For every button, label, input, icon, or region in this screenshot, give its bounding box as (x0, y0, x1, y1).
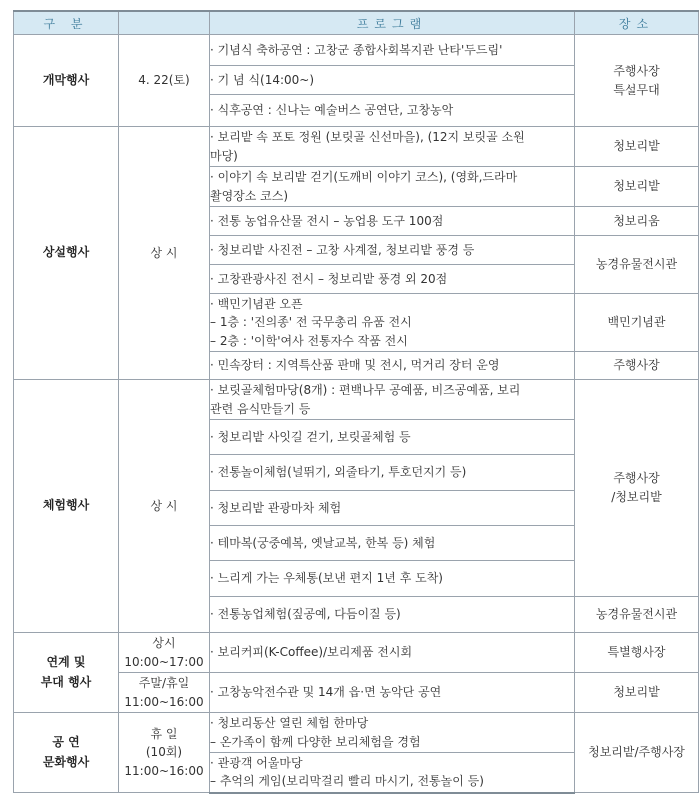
table-row (14, 713, 699, 753)
header-category-span (119, 11, 210, 35)
header-program: 프로그램 (210, 11, 575, 35)
when-cell: 상 시 (119, 380, 210, 633)
category-cell: 개막행사 (14, 35, 119, 127)
program-line: · 테마복(궁중예복, 옛날교복, 한복 등) 체험 (210, 535, 436, 550)
program-cell (210, 127, 575, 167)
place-cell: 청보리밭/주행사장 (575, 713, 699, 793)
program-line: · 관광객 어울마당 (210, 755, 303, 770)
place-line: /청보리밭 (611, 490, 662, 504)
program-cell (210, 753, 575, 793)
when-line: (10회) (145, 745, 183, 760)
program-line: · 전통농업체험(짚공예, 다듬이질 등) (210, 607, 401, 622)
program-cell (210, 236, 575, 265)
header-place: 장소 (575, 11, 699, 35)
program-cell (210, 380, 575, 420)
program-line: · 민속장터 : 지역특산품 판매 및 전시, 먹거리 장터 운영 (210, 358, 500, 373)
place-cell: 주행사장 (575, 352, 699, 380)
category-line: 문화행사 (42, 754, 90, 769)
program-cell (210, 207, 575, 236)
category-line: 부대 행사 (40, 674, 92, 689)
program-cell (210, 352, 575, 380)
category-line: 연계 및 (46, 655, 86, 670)
place-line: 주행사장 (613, 63, 660, 78)
place-cell: 백민기념관 (575, 294, 699, 352)
program-line: · 식후공연 : 신나는 예술버스 공연단, 고창농악 (210, 103, 454, 118)
table-row (14, 35, 699, 66)
program-line: · 느리게 가는 우체통(보낸 편지 1년 후 도착) (210, 571, 443, 586)
program-line: 마당) (210, 148, 238, 163)
place-cell: 청보리밭 (575, 127, 699, 167)
when-line: 휴 일 (150, 726, 178, 741)
program-cell (210, 265, 575, 294)
when-line: 10:00~17:00 (124, 654, 204, 669)
place-cell: 특별행사장 (575, 633, 699, 673)
table-row (14, 380, 699, 420)
program-cell (210, 420, 575, 455)
program-line: – 온가족이 함께 다양한 보리체험을 경험 (210, 734, 421, 749)
category-line: 공 연 (52, 735, 80, 750)
when-line: 상시 (152, 635, 176, 650)
program-line: · 보리밭 속 포토 정원 (보릿골 신선마을), (12지 보릿골 소원 (210, 129, 525, 144)
program-line: · 보릿골체험마당(8개) : 편백나무 공예품, 비즈공예품, 보리 (210, 382, 521, 397)
program-cell (210, 561, 575, 597)
program-cell: · 보리커피(K-Coffee)/보리제품 전시회 (210, 633, 575, 673)
program-cell (210, 713, 575, 753)
program-line: · 청보리밭 사진전 – 고창 사계절, 청보리밭 풍경 등 (210, 242, 475, 257)
when-line: 주말/휴일 (138, 675, 190, 690)
program-cell (210, 167, 575, 207)
table-row (14, 633, 699, 673)
place-cell: 청보리밭 (575, 673, 699, 713)
program-line: 촬영장소 코스) (210, 188, 289, 203)
header-row (14, 11, 699, 35)
program-line: · 전통 농업유산물 전시 – 농업용 도구 100점 (210, 213, 444, 228)
place-cell (575, 380, 699, 597)
place-line: 특설무대 (613, 82, 660, 97)
program-line: – 2층 : '이학'여사 전통자수 작품 전시 (210, 333, 408, 348)
program-cell (210, 491, 575, 526)
category-cell: 체험행사 (14, 380, 119, 633)
category-cell (14, 713, 119, 793)
program-line: 관련 음식만들기 등 (210, 401, 311, 416)
program-line: – 추억의 게임(보리막걸리 빨리 마시기, 전통놀이 등) (210, 774, 484, 789)
when-line: 11:00~16:00 (124, 763, 204, 778)
program-line: · 기 념 식(14:00~) (210, 72, 315, 87)
place-cell: 청보리밭 (575, 167, 699, 207)
when-cell: 4. 22(토) (119, 35, 210, 127)
when-cell: 상 시 (119, 127, 210, 380)
program-line: · 이야기 속 보리밭 걷기(도깨비 이야기 코스), (영화,드라마 (210, 169, 518, 184)
program-cell (210, 455, 575, 491)
program-line: · 청보리밭 사잇길 걷기, 보릿골체험 등 (210, 429, 411, 444)
program-line: · 고창관광사진 전시 – 청보리밭 풍경 외 20점 (210, 271, 448, 286)
program-cell (210, 35, 575, 66)
program-line: · 청보리동산 열린 체험 한마당 (210, 715, 369, 730)
program-line: · 청보리밭 관광마차 체험 (210, 500, 342, 515)
program-cell (210, 294, 575, 352)
when-cell (119, 633, 210, 673)
program-line: · 전통놀이체험(널뛰기, 외줄타기, 투호던지기 등) (210, 465, 467, 480)
place-cell: 농경유물전시관 (575, 236, 699, 294)
program-cell (210, 95, 575, 127)
table-row (14, 127, 699, 167)
program-line: · 기념식 축하공연 : 고창군 종합사회복지관 난타'두드림' (210, 42, 503, 57)
program-line: – 1층 : '진의종' 전 국무총리 유품 전시 (210, 315, 412, 330)
program-cell (210, 597, 575, 633)
place-cell (575, 35, 699, 127)
when-line: 11:00~16:00 (124, 694, 204, 709)
header-category: 구 분 (14, 11, 119, 35)
event-schedule-table (13, 10, 699, 794)
category-cell (14, 633, 119, 713)
place-cell: 청보리움 (575, 207, 699, 236)
program-cell: · 고창농악전수관 및 14개 읍·면 농악단 공연 (210, 673, 575, 713)
program-line: · 백민기념관 오픈 (210, 296, 303, 311)
place-line: 주행사장 (613, 471, 660, 486)
when-cell (119, 713, 210, 793)
program-cell (210, 66, 575, 95)
program-cell (210, 526, 575, 561)
when-cell (119, 673, 210, 713)
place-cell: 농경유물전시관 (575, 597, 699, 633)
category-cell: 상설행사 (14, 127, 119, 380)
